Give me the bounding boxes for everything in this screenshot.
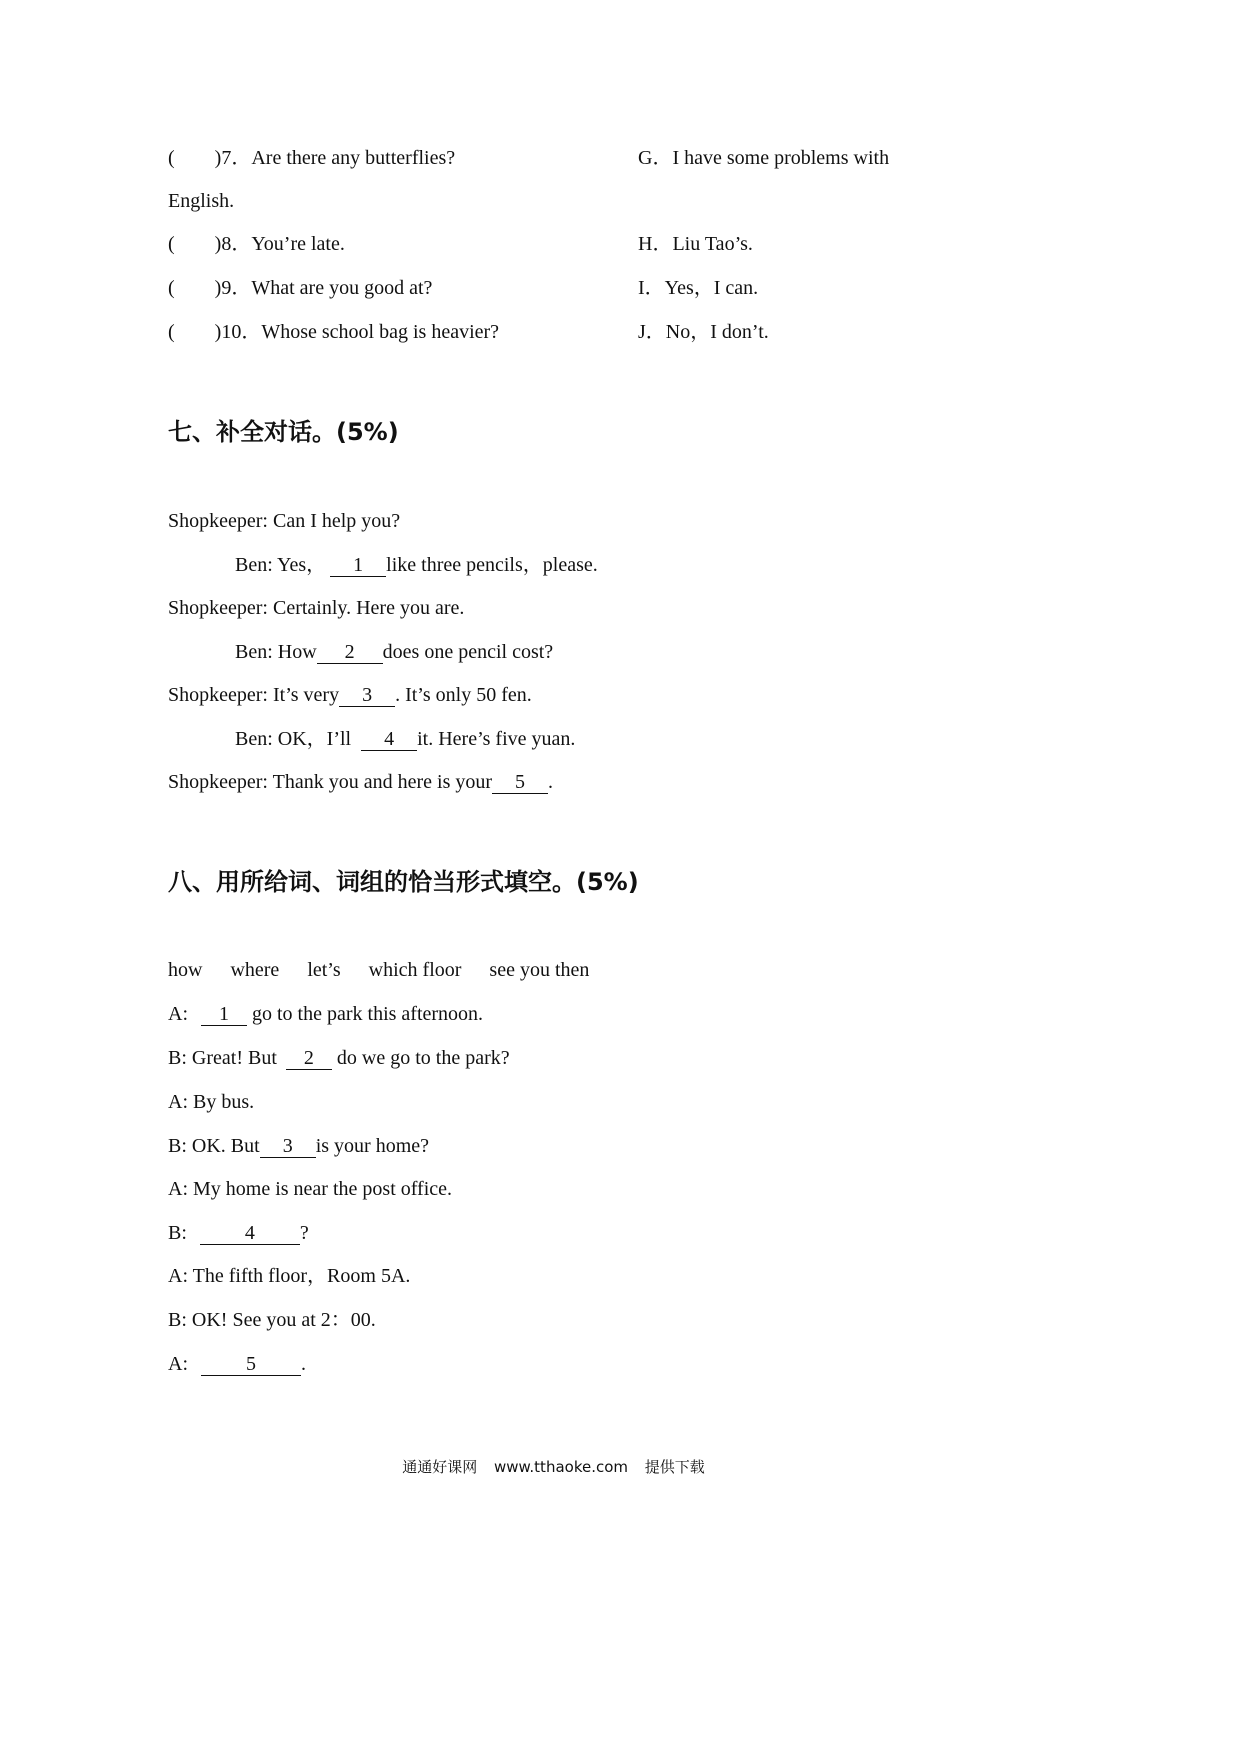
word-bank-item: see you then bbox=[489, 959, 590, 981]
dialogue-line bbox=[168, 1223, 309, 1245]
speaker: A: bbox=[168, 1178, 188, 1200]
line-text: does one pencil cost? bbox=[382, 641, 554, 663]
question-number: )7． bbox=[214, 147, 252, 169]
question-10 bbox=[168, 322, 499, 342]
answer-g bbox=[638, 148, 889, 168]
question-text: You’re late. bbox=[251, 233, 345, 255]
dialogue-line bbox=[168, 598, 464, 618]
word-bank-item: which floor bbox=[368, 959, 462, 981]
question-8 bbox=[168, 234, 345, 254]
answer-blank[interactable]: 2 bbox=[286, 1048, 332, 1070]
speaker: Shopkeeper: bbox=[168, 771, 268, 793]
line-text: is your home? bbox=[315, 1135, 430, 1157]
answer-blank[interactable]: 4 bbox=[361, 729, 417, 751]
speaker: B: bbox=[168, 1135, 187, 1157]
line-text: How bbox=[277, 641, 317, 663]
speaker: A: bbox=[168, 1003, 188, 1025]
speaker: Shopkeeper: bbox=[168, 684, 268, 706]
question-paren: ( bbox=[168, 277, 175, 299]
page-footer bbox=[0, 1456, 1107, 1477]
dialogue-line bbox=[168, 1048, 510, 1070]
dialogue-line bbox=[168, 1004, 483, 1026]
answer-blank[interactable]: 2 bbox=[317, 642, 383, 664]
line-text: OK. But bbox=[191, 1135, 260, 1157]
answer-h bbox=[638, 234, 753, 254]
speaker: B: bbox=[168, 1309, 187, 1331]
speaker: A: bbox=[168, 1265, 188, 1287]
dialogue-line bbox=[235, 729, 575, 751]
speaker: B: bbox=[168, 1047, 187, 1069]
question-number: )10． bbox=[214, 321, 262, 343]
line-text: Thank you and here is your bbox=[272, 771, 493, 793]
line-text: . bbox=[548, 771, 554, 793]
question-paren: ( bbox=[168, 147, 175, 169]
speaker: A: bbox=[168, 1091, 188, 1113]
line-text: The fifth floor，Room 5A. bbox=[192, 1265, 411, 1287]
question-paren: ( bbox=[168, 321, 175, 343]
line-text: It’s very bbox=[272, 684, 340, 706]
word-bank-item: where bbox=[230, 959, 280, 981]
line-text: ? bbox=[299, 1222, 309, 1244]
question-number: )8． bbox=[214, 233, 252, 255]
speaker: Ben: bbox=[235, 554, 273, 576]
question-number: )9． bbox=[214, 277, 252, 299]
question-7 bbox=[168, 148, 455, 168]
dialogue-line bbox=[168, 1136, 429, 1158]
line-text: My home is near the post office. bbox=[193, 1178, 453, 1200]
line-text: . bbox=[301, 1353, 306, 1375]
answer-letter: G． bbox=[638, 147, 673, 169]
section-8-heading: 八、用所给词、词组的恰当形式填空。(5%) bbox=[168, 868, 639, 896]
speaker: B: bbox=[168, 1222, 187, 1244]
answer-letter: J． bbox=[638, 321, 666, 343]
line-text: do we go to the park? bbox=[336, 1047, 510, 1069]
line-text: OK! See you at 2：00. bbox=[191, 1309, 376, 1331]
line-text: Yes， bbox=[277, 554, 327, 576]
word-bank bbox=[168, 960, 589, 980]
dialogue-line bbox=[235, 555, 598, 577]
line-text: go to the park this afternoon. bbox=[252, 1003, 484, 1025]
answer-blank[interactable]: 3 bbox=[260, 1136, 316, 1158]
dialogue-line bbox=[235, 642, 553, 664]
line-text: Can I help you? bbox=[272, 510, 401, 532]
answer-blank[interactable]: 1 bbox=[330, 555, 386, 577]
answer-g-continuation: English. bbox=[168, 190, 235, 212]
answer-blank[interactable]: 3 bbox=[339, 685, 395, 707]
footer-tagline: 提供下载 bbox=[644, 1458, 705, 1476]
line-text: it. Here’s five yuan. bbox=[417, 728, 576, 750]
answer-j bbox=[638, 322, 769, 342]
answer-letter: I． bbox=[638, 277, 665, 299]
section-7-heading: 七、补全对话。(5%) bbox=[168, 418, 399, 446]
speaker: Shopkeeper: bbox=[168, 510, 268, 532]
answer-blank[interactable]: 4 bbox=[200, 1223, 300, 1245]
question-text: Whose school bag is heavier? bbox=[261, 321, 500, 343]
dialogue-line bbox=[168, 1310, 376, 1330]
dialogue-line bbox=[168, 685, 532, 707]
dialogue-line bbox=[168, 772, 553, 794]
word-bank-item: how bbox=[168, 959, 203, 981]
line-text: Great! But bbox=[191, 1047, 277, 1069]
footer-site-name: 通通好课网 bbox=[402, 1458, 478, 1476]
line-text: . It’s only 50 fen. bbox=[395, 684, 532, 706]
answer-blank[interactable]: 5 bbox=[201, 1354, 301, 1376]
answer-blank[interactable]: 1 bbox=[201, 1004, 247, 1026]
dialogue-line bbox=[168, 1179, 452, 1199]
answer-letter: H． bbox=[638, 233, 673, 255]
line-text: Certainly. Here you are. bbox=[272, 597, 465, 619]
answer-text: Liu Tao’s. bbox=[672, 233, 753, 255]
speaker: Shopkeeper: bbox=[168, 597, 268, 619]
question-9 bbox=[168, 278, 432, 298]
answer-i bbox=[638, 278, 758, 298]
line-text: By bus. bbox=[193, 1091, 255, 1113]
speaker: A: bbox=[168, 1353, 188, 1375]
question-text: Are there any butterflies? bbox=[251, 147, 456, 169]
dialogue-line bbox=[168, 1266, 410, 1286]
question-text: What are you good at? bbox=[251, 277, 433, 299]
line-text: like three pencils，please. bbox=[386, 554, 598, 576]
footer-url[interactable]: www.tthaoke.com bbox=[493, 1458, 629, 1476]
answer-text: No，I don’t. bbox=[665, 321, 769, 343]
speaker: Ben: bbox=[235, 641, 273, 663]
answer-text: I have some problems with bbox=[672, 147, 890, 169]
speaker: Ben: bbox=[235, 728, 273, 750]
answer-blank[interactable]: 5 bbox=[492, 772, 548, 794]
dialogue-line bbox=[168, 1354, 306, 1376]
answer-text: Yes，I can. bbox=[664, 277, 759, 299]
question-paren: ( bbox=[168, 233, 175, 255]
dialogue-line bbox=[168, 511, 400, 531]
line-text: OK，I’ll bbox=[277, 728, 352, 750]
dialogue-line bbox=[168, 1092, 254, 1112]
word-bank-item: let’s bbox=[307, 959, 341, 981]
